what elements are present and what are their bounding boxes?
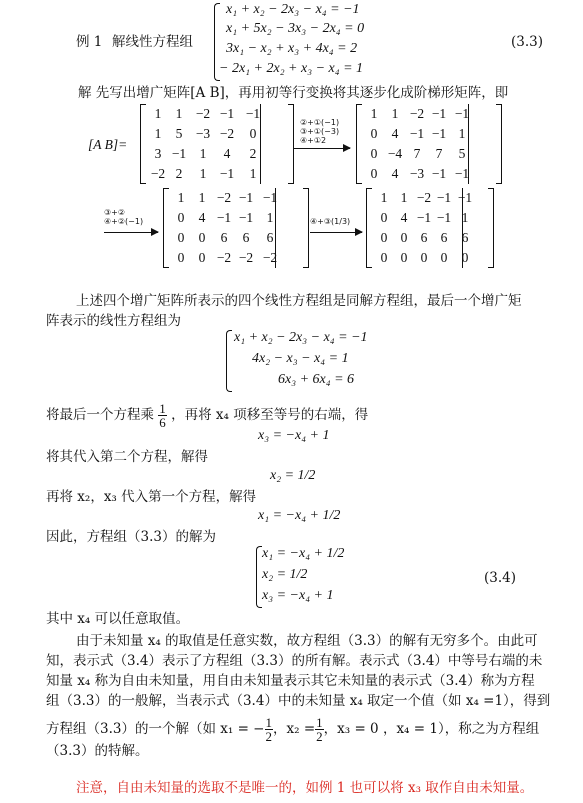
matrix-row xyxy=(364,144,474,164)
matrix-cell: −2 xyxy=(195,106,211,121)
matrix-row xyxy=(148,144,268,164)
matrix-cell: 0 xyxy=(370,146,378,161)
matrix-cell: 4 xyxy=(198,210,206,225)
matrix-cell: 1 xyxy=(199,146,207,161)
matrix-row xyxy=(364,164,474,184)
equation-number: (3.3) xyxy=(511,34,544,50)
matrix-cell: 0 xyxy=(461,250,469,265)
matrix-cell: 1 xyxy=(266,210,274,225)
matrix-cell: 6 xyxy=(420,230,428,245)
matrix-cell: 1 xyxy=(154,126,162,141)
matrix-cell: −2 xyxy=(409,106,425,121)
matrix-cell: 6 xyxy=(242,230,250,245)
matrix-cell: −1 xyxy=(431,106,447,121)
matrix-cell: −1 xyxy=(431,166,447,181)
matrix-cell: −4 xyxy=(387,146,403,161)
transform-arrow-3 xyxy=(310,232,362,233)
matrix-cell: 1 xyxy=(249,166,257,181)
note: 注意，自由未知量的选取不是唯一的，如例 1 也可以将 x₃ 取作自由未知量。 xyxy=(76,780,534,796)
example-label: 例 1 xyxy=(76,34,103,50)
matrix-cell: 0 xyxy=(370,126,378,141)
matrix-cell: 1 xyxy=(154,106,162,121)
matrix-cell: −1 xyxy=(245,106,261,121)
matrix-cell: −1 xyxy=(431,126,447,141)
equation-x3: x₃ = −x₄ + 1 xyxy=(258,428,330,443)
transform-arrow-2 xyxy=(104,232,158,233)
matrix-row xyxy=(171,188,283,208)
equation: 4x₂ − x₃ − x₄ = 1 xyxy=(252,351,349,366)
paragraph: 组（3.3）的一般解，当表示式（3.4）中的未知量 x₄ 取定一个值（如 x₄ =1），得到 xyxy=(46,693,551,709)
row-op-2: ③+② ④+②(−1) xyxy=(104,208,144,226)
matrix-cell: −2 xyxy=(150,166,166,181)
equation-x2: x₂ = 1/2 xyxy=(270,468,316,483)
matrix-cell: −1 xyxy=(219,106,235,121)
matrix-cell: 0 xyxy=(400,230,408,245)
augmented-matrix-label: [A B]= xyxy=(88,137,128,152)
row-op-1: ②+①(−1) ③+①(−3) ④+①2 xyxy=(300,118,340,145)
matrix-cell: −3 xyxy=(409,166,425,181)
matrix-row xyxy=(374,228,476,248)
matrix-cell: 6 xyxy=(440,230,448,245)
matrix-cell: 0 xyxy=(249,126,257,141)
matrix-row xyxy=(171,228,283,248)
matrix-cell: −2 xyxy=(216,190,232,205)
matrix-cell: 0 xyxy=(177,250,185,265)
matrix-row xyxy=(148,104,268,124)
matrix-cell: −1 xyxy=(262,190,278,205)
paragraph: 将最后一个方程乘 $\frac{1}{6}$ ，再将 x₄ 项移至等号的右端，得 xyxy=(46,401,369,430)
matrix-cell: 1 xyxy=(380,190,388,205)
paragraph: 方程组（3.3）的一个解（如 x₁ = − $\frac{1}{2}$ ，x₂ = $\frac{1}{2}$ ，x₃ = 0 ，x₄ = 1），称之为方程组 xyxy=(46,715,540,744)
equation-number: (3.4) xyxy=(484,570,517,586)
matrix-cell: 0 xyxy=(440,250,448,265)
matrix-cell: −1 xyxy=(454,106,470,121)
matrix-cell: 1 xyxy=(461,210,469,225)
matrix-cell: 6 xyxy=(266,230,274,245)
matrix-cell: 7 xyxy=(435,146,443,161)
equation: 6x₃ + 6x₄ = 6 xyxy=(278,372,355,387)
matrix-2 xyxy=(356,104,502,184)
matrix-cell: −1 xyxy=(216,210,232,225)
equation: x₁ + x₂ − 2x₃ − x₄ = −1 xyxy=(226,2,360,17)
matrix-cell: 0 xyxy=(177,210,185,225)
paragraph: 由于未知量 x₄ 的取值是任意实数，故方程组（3.3）的解有无穷多个。由此可 xyxy=(76,633,538,649)
matrix-cell: 0 xyxy=(177,230,185,245)
matrix-row xyxy=(171,248,283,268)
matrix-cell: −1 xyxy=(416,210,432,225)
matrix-cell: 1 xyxy=(391,106,399,121)
matrix-cell: 4 xyxy=(391,126,399,141)
matrix-cell: −1 xyxy=(238,210,254,225)
matrix-3 xyxy=(163,188,309,268)
matrix-cell: 1 xyxy=(198,190,206,205)
matrix-cell: 0 xyxy=(198,250,206,265)
paragraph: 知量 x₄ 称为自由未知量，用自由未知量表示其它未知量的表示式（3.4）称为方程 xyxy=(46,673,535,689)
matrix-cell: −1 xyxy=(436,210,452,225)
matrix-cell: −2 xyxy=(216,250,232,265)
matrix-cell: −2 xyxy=(238,250,254,265)
solution-intro: 解 先写出增广矩阵[A B]，再用初等行变换将其逐步化成阶梯形矩阵，即 xyxy=(78,85,509,101)
matrix-cell: −2 xyxy=(219,126,235,141)
matrix-row xyxy=(374,188,476,208)
matrix-cell: 2 xyxy=(175,166,183,181)
matrix-row xyxy=(364,124,474,144)
paragraph: 因此，方程组（3.3）的解为 xyxy=(46,529,216,545)
paragraph: 再将 x₂，x₃ 代入第一个方程，解得 xyxy=(46,489,257,505)
matrix-cell: −1 xyxy=(454,166,470,181)
matrix-cell: −1 xyxy=(436,190,452,205)
matrix-cell: −2 xyxy=(262,250,278,265)
matrix-cell: 0 xyxy=(370,166,378,181)
paragraph: 阵表示的线性方程组为 xyxy=(46,313,181,329)
equation: x₁ + x₂ − 2x₃ − x₄ = −1 xyxy=(234,330,368,345)
example-title: 解线性方程组 xyxy=(112,34,193,50)
equation: − 2x₁ + 2x₂ + x₃ − x₄ = 1 xyxy=(219,61,364,76)
equation: x₃ = −x₄ + 1 xyxy=(262,588,334,603)
matrix-cell: −1 xyxy=(219,166,235,181)
matrix-cell: 5 xyxy=(175,126,183,141)
matrix-cell: −1 xyxy=(238,190,254,205)
matrix-cell: 2 xyxy=(249,146,257,161)
matrix-cell: −3 xyxy=(195,126,211,141)
paragraph: （3.3）的特解。 xyxy=(46,743,149,759)
matrix-cell: 0 xyxy=(380,210,388,225)
matrix-1 xyxy=(140,104,294,184)
equation: x₂ = 1/2 xyxy=(262,567,308,582)
matrix-cell: 0 xyxy=(400,250,408,265)
matrix-4 xyxy=(366,188,494,268)
matrix-cell: 4 xyxy=(400,210,408,225)
matrix-cell: −1 xyxy=(457,190,473,205)
matrix-cell: 1 xyxy=(370,106,378,121)
matrix-cell: 4 xyxy=(391,166,399,181)
equation: 3x₁ − x₂ + x₃ + 4x₄ = 2 xyxy=(226,41,358,56)
matrix-row xyxy=(148,164,268,184)
equation: x₁ = −x₄ + 1/2 xyxy=(262,546,345,561)
matrix-row xyxy=(148,124,268,144)
matrix-cell: 1 xyxy=(199,166,207,181)
paragraph: 将其代入第二个方程，解得 xyxy=(46,449,208,465)
matrix-row xyxy=(171,208,283,228)
matrix-cell: 1 xyxy=(400,190,408,205)
paragraph: 上述四个增广矩阵所表示的四个线性方程组是同解方程组，最后一个增广矩 xyxy=(76,293,522,309)
row-op-3: ④+③(1/3) xyxy=(310,217,351,226)
matrix-row xyxy=(374,208,476,228)
matrix-row xyxy=(364,104,474,124)
matrix-cell: 0 xyxy=(420,250,428,265)
matrix-cell: −2 xyxy=(416,190,432,205)
reduced-system-brace xyxy=(226,330,232,392)
paragraph: 其中 x₄ 可以任意取值。 xyxy=(46,611,190,627)
matrix-cell: 5 xyxy=(458,146,466,161)
transform-arrow-1 xyxy=(294,148,350,149)
matrix-row xyxy=(374,248,476,268)
matrix-cell: −1 xyxy=(409,126,425,141)
fraction: $\frac{1}{2}$ xyxy=(316,715,323,744)
matrix-cell: −1 xyxy=(171,146,187,161)
matrix-cell: 4 xyxy=(223,146,231,161)
matrix-cell: 0 xyxy=(198,230,206,245)
equation-x1: x₁ = −x₄ + 1/2 xyxy=(258,508,341,523)
matrix-cell: 0 xyxy=(380,230,388,245)
matrix-cell: 6 xyxy=(220,230,228,245)
matrix-cell: 1 xyxy=(177,190,185,205)
equation: x₁ + 5x₂ − 3x₃ − 2x₄ = 0 xyxy=(226,21,365,36)
matrix-cell: 3 xyxy=(154,146,162,161)
matrix-cell: 6 xyxy=(461,230,469,245)
fraction: $\frac{1}{2}$ xyxy=(265,715,272,744)
matrix-cell: 7 xyxy=(413,146,421,161)
matrix-cell: 1 xyxy=(458,126,466,141)
matrix-cell: 1 xyxy=(175,106,183,121)
matrix-cell: 0 xyxy=(380,250,388,265)
fraction: $\frac{1}{6}$ xyxy=(159,401,166,430)
paragraph: 知，表示式（3.4）表示了方程组（3.3）的所有解。表示式（3.4）中等号右端的未 xyxy=(46,653,543,669)
